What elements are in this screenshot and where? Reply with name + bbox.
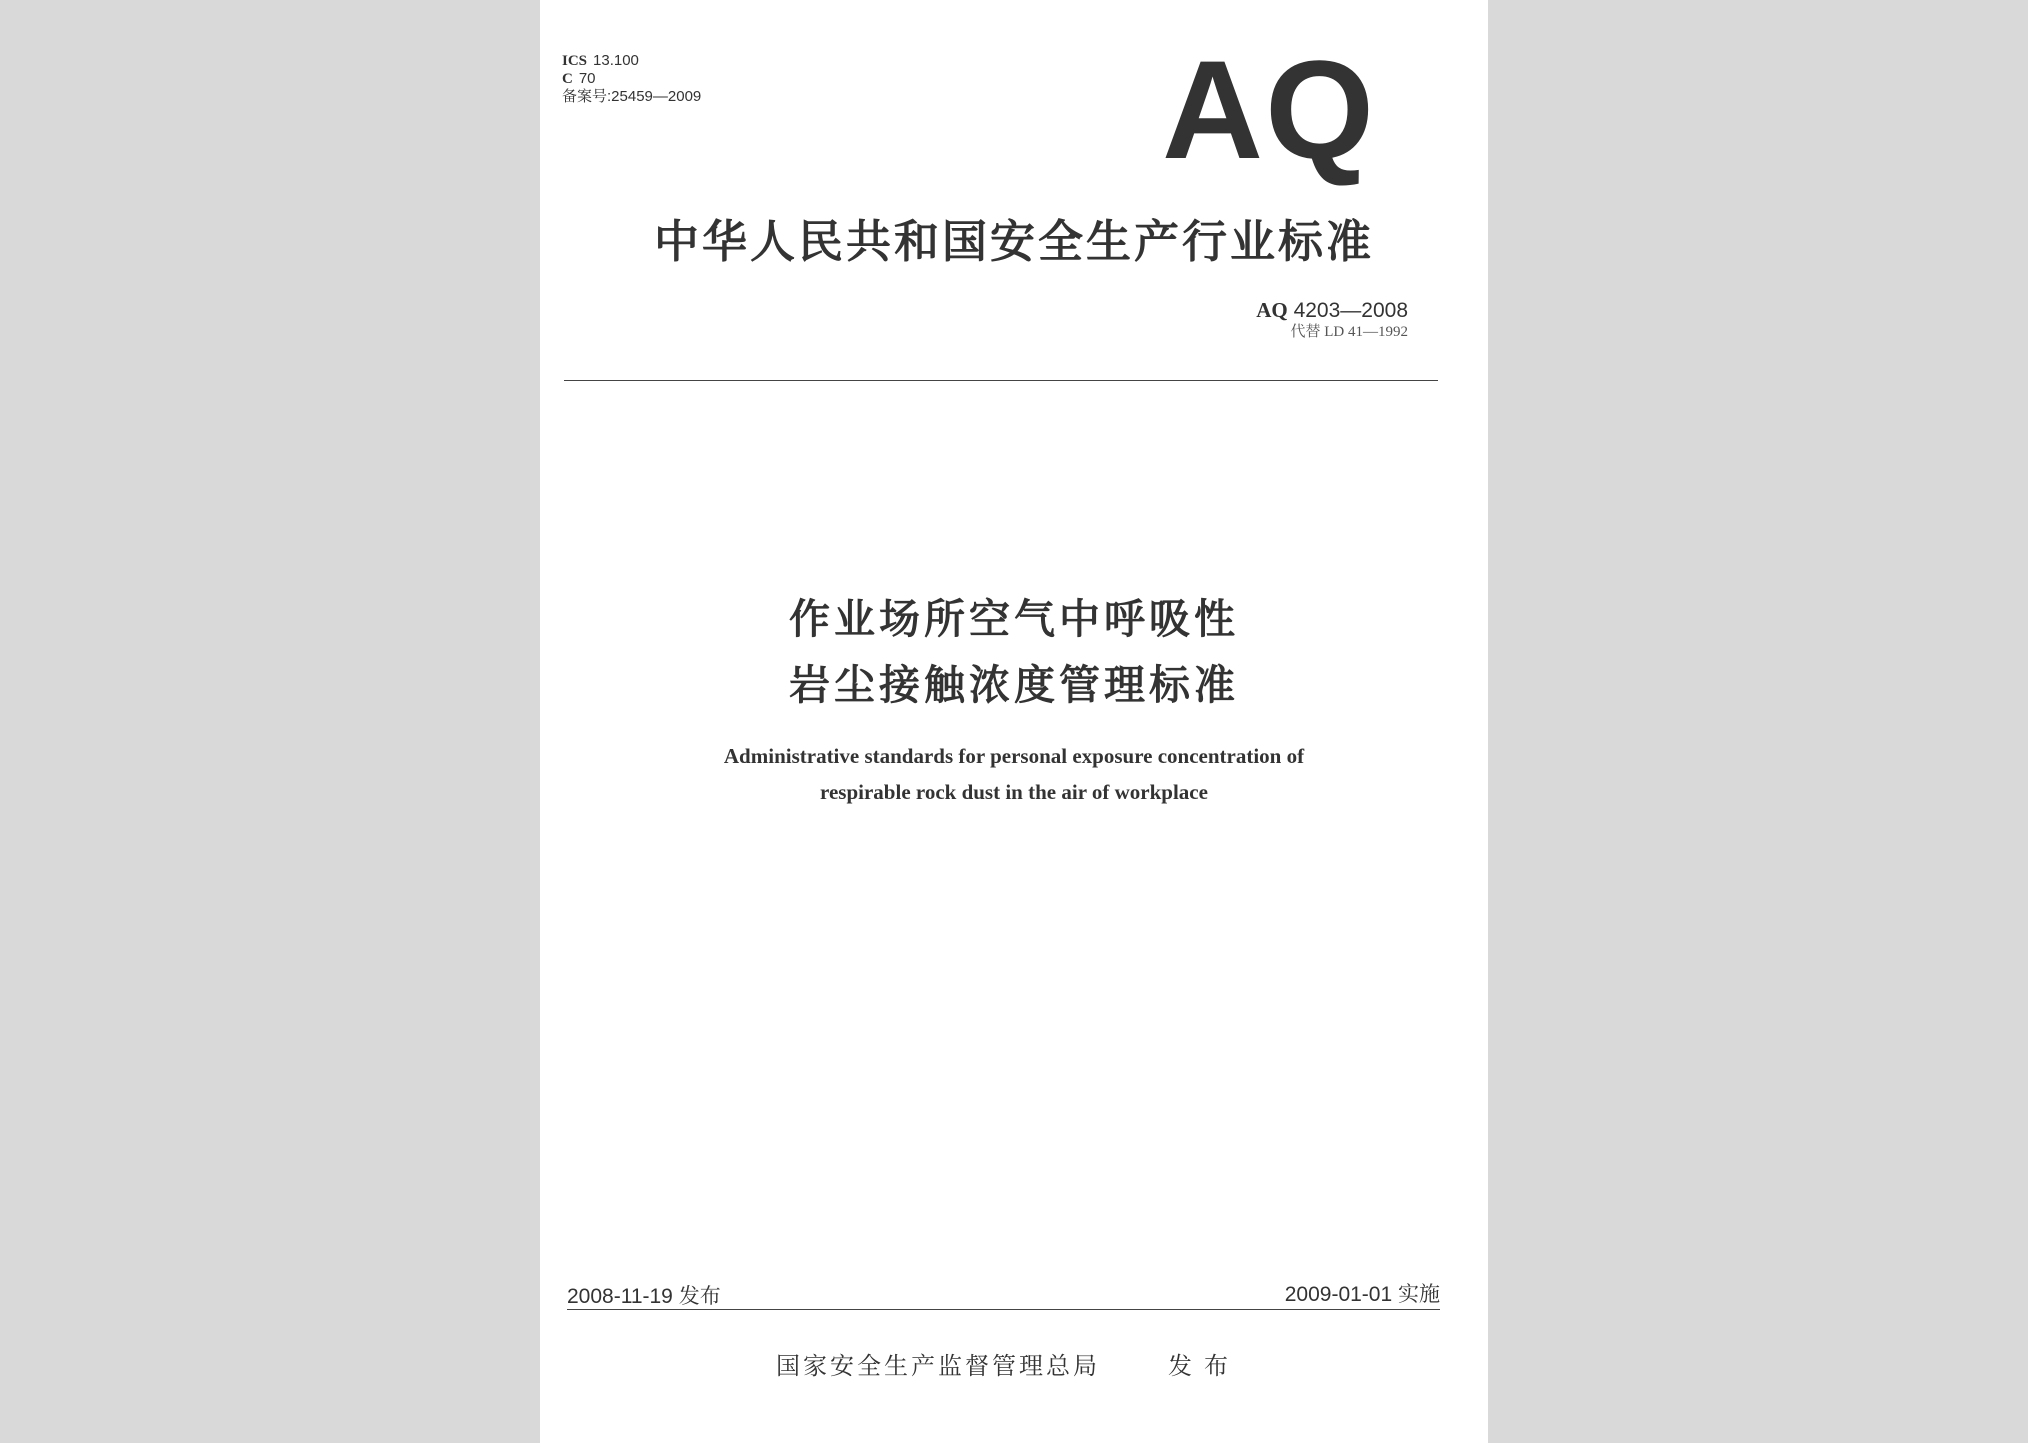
ics-value: 13.100 [593, 52, 639, 69]
code-prefix: AQ [1256, 298, 1288, 322]
aq-logo: AQ [1162, 31, 1376, 188]
publish-action: 发布 [1168, 1352, 1240, 1380]
title-en-line1: Administrative standards for personal exposure concentration of [723, 744, 1305, 768]
footer-divider [567, 1309, 1440, 1310]
class-label: C [562, 71, 573, 87]
classification-block [562, 52, 701, 106]
replaces-code: 代替 LD 41—1992 [1290, 324, 1408, 340]
title-zh-line1: 作业场所空气中呼吸性 [789, 595, 1239, 643]
document-page [540, 0, 1488, 1443]
ics-line [562, 52, 701, 70]
issue-date: 2008-11-19 发布 [567, 1285, 721, 1308]
title-zh-line2: 岩尘接触浓度管理标准 [789, 661, 1239, 709]
header-divider [564, 380, 1438, 381]
publisher-name: 国家安全生产监督管理总局 [776, 1352, 1100, 1380]
class-line [562, 70, 701, 88]
effective-date: 2009-01-01 实施 [1284, 1283, 1440, 1306]
title-en-line2: respirable rock dust in the air of workplace [820, 780, 1208, 804]
record-number: 备案号:25459—2009 [562, 88, 702, 105]
ics-label: ICS [562, 53, 588, 69]
standard-code-block [1256, 298, 1408, 341]
standard-type-title: 中华人民共和国安全生产行业标准 [653, 215, 1374, 268]
class-value: 70 [578, 70, 596, 87]
standard-code [1256, 298, 1408, 323]
code-number: 4203—2008 [1293, 299, 1408, 322]
